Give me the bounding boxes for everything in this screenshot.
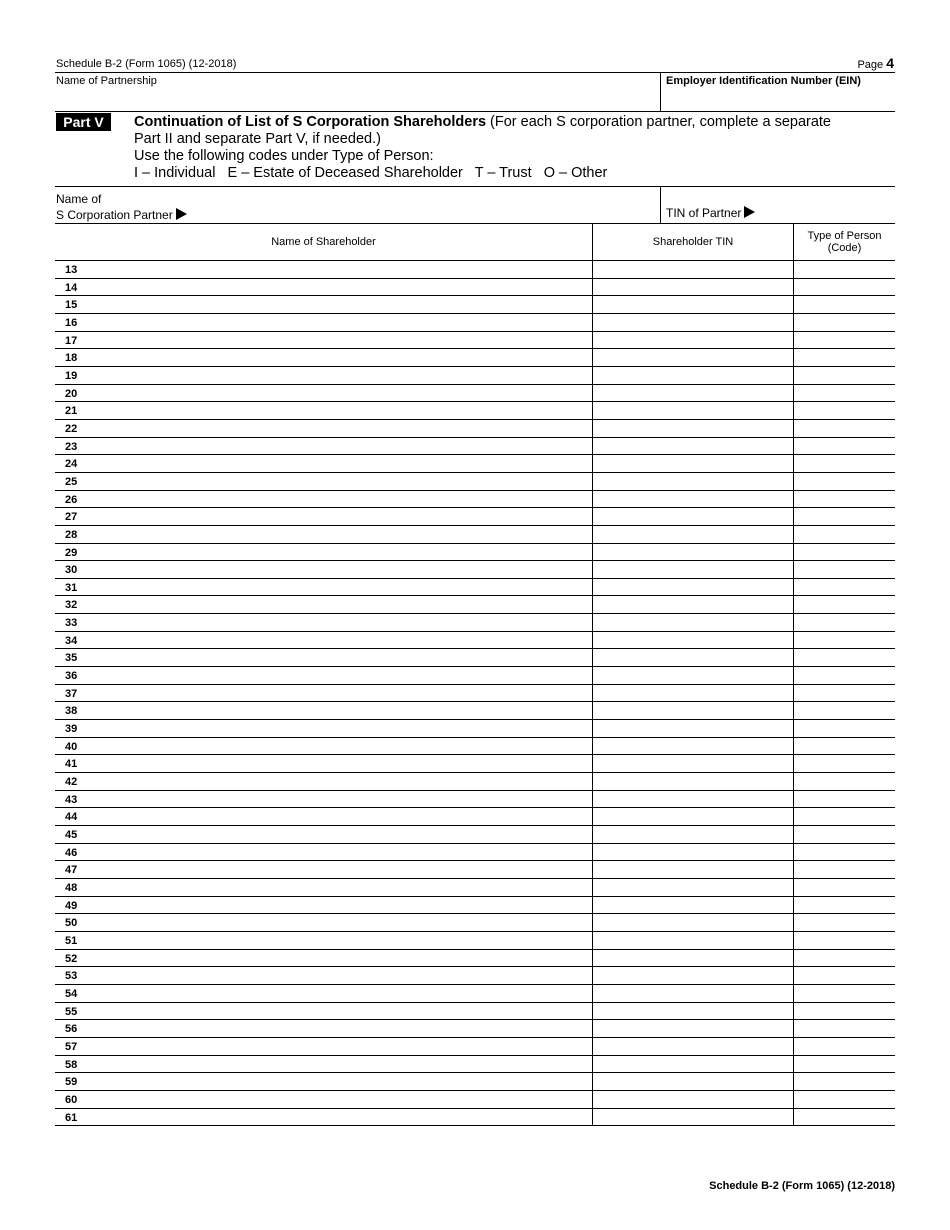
type-of-person-cell[interactable]: [794, 844, 895, 861]
type-of-person-cell[interactable]: [794, 632, 895, 649]
row-number: 59: [65, 1076, 78, 1089]
shareholder-name-cell[interactable]: [55, 296, 592, 313]
shareholder-tin-cell[interactable]: [593, 561, 793, 578]
table-row: [55, 667, 895, 685]
shareholder-name-cell[interactable]: [55, 1073, 592, 1090]
type-of-person-cell[interactable]: [794, 1109, 895, 1126]
shareholder-name-cell[interactable]: [55, 950, 592, 967]
shareholder-tin-cell[interactable]: [593, 897, 793, 914]
field-divider: [660, 73, 661, 111]
table-row: [55, 614, 895, 632]
type-of-person-cell[interactable]: [794, 296, 895, 313]
shareholder-name-cell[interactable]: [55, 1020, 592, 1037]
row-number: 53: [65, 970, 78, 983]
shareholder-tin-cell[interactable]: [593, 861, 793, 878]
shareholder-tin-cell[interactable]: [593, 649, 793, 666]
row-number: 50: [65, 917, 78, 930]
type-of-person-cell[interactable]: [794, 702, 895, 719]
page-number: 4: [886, 55, 894, 71]
type-of-person-cell[interactable]: [794, 526, 895, 543]
shareholder-name-cell[interactable]: [55, 791, 592, 808]
table-row: [55, 332, 895, 350]
table-row: [55, 861, 895, 879]
row-number: 37: [65, 687, 78, 700]
row-number: 49: [65, 899, 78, 912]
shareholder-name-cell[interactable]: [55, 932, 592, 949]
type-of-person-cell[interactable]: [794, 791, 895, 808]
table-row: [55, 985, 895, 1003]
row-number: 26: [65, 493, 78, 506]
page-number-label: [857, 55, 894, 71]
shareholder-name-cell[interactable]: [55, 667, 592, 684]
shareholder-name-cell[interactable]: [55, 473, 592, 490]
shareholder-tin-cell[interactable]: [593, 1003, 793, 1020]
shareholder-tin-cell[interactable]: [593, 773, 793, 790]
shareholder-name-cell[interactable]: [55, 261, 592, 278]
type-of-person-cell[interactable]: [794, 544, 895, 561]
table-row: [55, 826, 895, 844]
table-row: [55, 702, 895, 720]
type-of-person-cell[interactable]: [794, 1056, 895, 1073]
table-row: [55, 897, 895, 915]
type-of-person-cell[interactable]: [794, 738, 895, 755]
shareholder-name-cell[interactable]: [55, 808, 592, 825]
shareholder-tin-cell[interactable]: [593, 914, 793, 931]
shareholder-name-cell[interactable]: [55, 879, 592, 896]
part-line-3: Use the following codes under Type of Person:: [134, 148, 434, 164]
shareholder-name-cell[interactable]: [55, 897, 592, 914]
type-of-person-cell[interactable]: [794, 897, 895, 914]
row-number: 51: [65, 934, 78, 947]
row-number: 38: [65, 705, 78, 718]
type-of-person-cell[interactable]: [794, 402, 895, 419]
table-row: [55, 579, 895, 597]
row-number: 61: [65, 1111, 78, 1124]
table-row: [55, 402, 895, 420]
shareholder-tin-cell[interactable]: [593, 614, 793, 631]
shareholder-tin-cell[interactable]: [593, 367, 793, 384]
type-of-person-cell[interactable]: [794, 667, 895, 684]
type-of-person-cell[interactable]: [794, 579, 895, 596]
type-of-person-cell[interactable]: [794, 685, 895, 702]
table-row: [55, 508, 895, 526]
partnership-name-label: Name of Partnership: [56, 75, 157, 87]
row-number: 60: [65, 1093, 78, 1106]
s-corp-name-label: [56, 191, 187, 223]
part-title: Continuation of List of S Corporation Shareholders: [134, 114, 487, 130]
shareholder-tin-cell[interactable]: [593, 755, 793, 772]
table-row: [55, 773, 895, 791]
shareholder-tin-cell[interactable]: [593, 632, 793, 649]
shareholder-tin-cell[interactable]: [593, 332, 793, 349]
shareholder-name-cell[interactable]: [55, 649, 592, 666]
row-number: 40: [65, 740, 78, 753]
tin-of-partner-text: TIN of Partner: [666, 206, 742, 220]
shareholder-name-cell[interactable]: [55, 526, 592, 543]
table-row: [55, 261, 895, 279]
row-number: 43: [65, 793, 78, 806]
type-of-person-cell[interactable]: [794, 932, 895, 949]
row-number: 56: [65, 1023, 78, 1036]
shareholder-tin-cell[interactable]: [593, 950, 793, 967]
row-number: 41: [65, 758, 78, 771]
table-row: [55, 349, 895, 367]
page-footer: Schedule B-2 (Form 1065) (12-2018): [709, 1180, 895, 1192]
type-of-person-cell[interactable]: [794, 491, 895, 508]
shareholder-name-cell[interactable]: [55, 1038, 592, 1055]
row-number: 28: [65, 528, 78, 541]
shareholder-name-cell[interactable]: [55, 420, 592, 437]
table-row: [55, 932, 895, 950]
type-of-person-cell[interactable]: [794, 508, 895, 525]
shareholder-name-cell[interactable]: [55, 314, 592, 331]
row-number: 18: [65, 352, 78, 365]
shareholder-name-cell[interactable]: [55, 720, 592, 737]
table-row: [55, 755, 895, 773]
s-corp-name-label-line1: Name of: [56, 192, 102, 206]
table-row: [55, 1003, 895, 1021]
row-number: 39: [65, 723, 78, 736]
row-number: 45: [65, 829, 78, 841]
shareholder-name-cell[interactable]: [55, 967, 592, 984]
shareholder-tin-cell[interactable]: [593, 438, 793, 455]
table-row: [55, 544, 895, 562]
shareholder-tin-cell[interactable]: [593, 491, 793, 508]
row-number: 13: [65, 264, 78, 276]
type-of-person-cell[interactable]: [794, 1091, 895, 1108]
type-of-person-cell[interactable]: [794, 985, 895, 1002]
shareholder-tin-cell[interactable]: [593, 526, 793, 543]
shareholder-tin-cell[interactable]: [593, 544, 793, 561]
column-header-name: Name of Shareholder: [271, 235, 376, 248]
table-row: [55, 385, 895, 403]
shareholder-tin-cell[interactable]: [593, 1073, 793, 1090]
shareholder-tin-cell[interactable]: [593, 1038, 793, 1055]
shareholder-name-cell[interactable]: [55, 914, 592, 931]
shareholder-tin-cell[interactable]: [593, 279, 793, 296]
part-title-line: [134, 114, 890, 131]
row-number: 29: [65, 546, 78, 559]
ein-label: Employer Identification Number (EIN): [666, 75, 861, 87]
table-body: [55, 261, 895, 1126]
shareholder-name-cell[interactable]: [55, 367, 592, 384]
shareholder-tin-cell[interactable]: [593, 685, 793, 702]
shareholder-name-cell[interactable]: [55, 508, 592, 525]
part-badge: Part V: [56, 113, 111, 131]
row-number: 30: [65, 564, 78, 577]
table-row: [55, 420, 895, 438]
row-number: 44: [65, 811, 78, 824]
shareholder-name-cell[interactable]: [55, 738, 592, 755]
table-row: [55, 279, 895, 297]
row-number: 33: [65, 617, 78, 630]
table-row: [55, 473, 895, 491]
row-number: 15: [65, 299, 78, 312]
type-of-person-cell[interactable]: [794, 1003, 895, 1020]
row-number: 14: [65, 281, 78, 294]
shareholder-tin-cell[interactable]: [593, 791, 793, 808]
type-of-person-cell[interactable]: [794, 879, 895, 896]
shareholder-tin-cell[interactable]: [593, 420, 793, 437]
shareholder-name-cell[interactable]: [55, 561, 592, 578]
shareholder-tin-cell[interactable]: [593, 702, 793, 719]
shareholder-name-cell[interactable]: [55, 332, 592, 349]
table-row: [55, 314, 895, 332]
row-number: 20: [65, 387, 78, 400]
table-row: [55, 1091, 895, 1109]
shareholder-tin-cell[interactable]: [593, 455, 793, 472]
shareholder-tin-cell[interactable]: [593, 508, 793, 525]
shareholder-name-cell[interactable]: [55, 844, 592, 861]
column-divider: [793, 223, 794, 1126]
table-row: [55, 649, 895, 667]
shareholder-tin-cell[interactable]: [593, 826, 793, 843]
type-of-person-cell[interactable]: [794, 385, 895, 402]
row-number: 46: [65, 846, 78, 859]
type-of-person-cell[interactable]: [794, 438, 895, 455]
shareholder-name-cell[interactable]: [55, 1056, 592, 1073]
type-of-person-cell[interactable]: [794, 420, 895, 437]
shareholder-tin-cell[interactable]: [593, 967, 793, 984]
shareholder-name-cell[interactable]: [55, 861, 592, 878]
column-divider: [592, 223, 593, 1126]
table-row: [55, 685, 895, 703]
row-number: 52: [65, 952, 78, 965]
row-number: 55: [65, 1005, 78, 1018]
type-of-person-cell[interactable]: [794, 808, 895, 825]
shareholder-tin-cell[interactable]: [593, 667, 793, 684]
row-number: 25: [65, 475, 78, 488]
partnership-info-box: [55, 73, 895, 112]
table-row: [55, 808, 895, 826]
shareholder-name-cell[interactable]: [55, 279, 592, 296]
type-of-person-cell[interactable]: [794, 773, 895, 790]
shareholder-tin-cell[interactable]: [593, 402, 793, 419]
shareholder-name-cell[interactable]: [55, 702, 592, 719]
shareholder-name-cell[interactable]: [55, 985, 592, 1002]
shareholder-name-cell[interactable]: [55, 826, 592, 843]
shareholder-name-cell[interactable]: [55, 614, 592, 631]
type-of-person-cell[interactable]: [794, 861, 895, 878]
shareholder-name-cell[interactable]: [55, 385, 592, 402]
row-number: 27: [65, 511, 78, 524]
type-of-person-cell[interactable]: [794, 314, 895, 331]
type-of-person-cell[interactable]: [794, 614, 895, 631]
shareholder-tin-cell[interactable]: [593, 985, 793, 1002]
shareholder-name-cell[interactable]: [55, 579, 592, 596]
shareholder-name-cell[interactable]: [55, 755, 592, 772]
shareholder-tin-cell[interactable]: [593, 385, 793, 402]
shareholder-tin-cell[interactable]: [593, 879, 793, 896]
arrow-right-icon: [176, 208, 187, 220]
part-line-2: Part II and separate Part V, if needed.): [134, 131, 381, 147]
shareholder-name-cell[interactable]: [55, 455, 592, 472]
table-row: [55, 1038, 895, 1056]
row-number: 22: [65, 422, 78, 435]
type-of-person-cell[interactable]: [794, 455, 895, 472]
row-number: 23: [65, 440, 78, 453]
shareholder-name-cell[interactable]: [55, 1091, 592, 1108]
part-title-rest: (For each S corporation partner, complete a separate: [486, 114, 831, 130]
shareholder-tin-cell[interactable]: [593, 844, 793, 861]
table-row: [55, 738, 895, 756]
table-row: [55, 367, 895, 385]
s-corporation-partner-box: [55, 186, 895, 224]
row-number: 17: [65, 334, 78, 347]
table-row: [55, 879, 895, 897]
shareholder-tin-cell[interactable]: [593, 579, 793, 596]
table-row: [55, 1109, 895, 1127]
type-of-person-cell[interactable]: [794, 1073, 895, 1090]
type-of-person-cell[interactable]: [794, 826, 895, 843]
shareholder-name-cell[interactable]: [55, 402, 592, 419]
table-row: [55, 491, 895, 509]
form-identifier: Schedule B-2 (Form 1065) (12-2018): [56, 58, 237, 70]
shareholder-name-cell[interactable]: [55, 491, 592, 508]
shareholder-tin-cell[interactable]: [593, 738, 793, 755]
column-header-type: [794, 223, 895, 260]
shareholder-tin-cell[interactable]: [593, 1020, 793, 1037]
table-row: [55, 561, 895, 579]
type-of-person-cell[interactable]: [794, 367, 895, 384]
tin-of-partner-label: [666, 206, 755, 220]
part-instructions: [134, 114, 890, 182]
shareholder-tin-cell[interactable]: [593, 808, 793, 825]
row-number: 36: [65, 670, 78, 683]
type-of-person-cell[interactable]: [794, 720, 895, 737]
table-row: [55, 844, 895, 862]
table-row: [55, 720, 895, 738]
shareholder-name-cell[interactable]: [55, 685, 592, 702]
shareholder-name-cell[interactable]: [55, 1003, 592, 1020]
field-divider: [660, 187, 661, 223]
shareholder-table: [55, 223, 895, 1126]
type-of-person-cell[interactable]: [794, 473, 895, 490]
type-of-person-cell[interactable]: [794, 279, 895, 296]
table-row: [55, 1020, 895, 1038]
shareholder-name-cell[interactable]: [55, 544, 592, 561]
type-of-person-cell[interactable]: [794, 561, 895, 578]
s-corp-name-label-line2: S Corporation Partner: [56, 208, 173, 222]
type-of-person-cell[interactable]: [794, 332, 895, 349]
page-label: Page: [857, 59, 884, 71]
type-of-person-cell[interactable]: [794, 349, 895, 366]
row-number: 42: [65, 776, 78, 789]
table-row: [55, 455, 895, 473]
row-number: 32: [65, 599, 78, 612]
table-row: [55, 632, 895, 650]
type-of-person-cell[interactable]: [794, 261, 895, 278]
shareholder-tin-cell[interactable]: [593, 1091, 793, 1108]
row-number: 35: [65, 652, 78, 665]
row-number: 24: [65, 458, 78, 471]
table-row: [55, 596, 895, 614]
shareholder-tin-cell[interactable]: [593, 1056, 793, 1073]
table-row: [55, 296, 895, 314]
column-header-type-line1: Type of Person: [807, 229, 882, 242]
table-header: [55, 223, 895, 261]
arrow-right-icon: [744, 206, 755, 218]
table-row: [55, 791, 895, 809]
shareholder-tin-cell[interactable]: [593, 1109, 793, 1126]
shareholder-name-cell[interactable]: [55, 596, 592, 613]
type-codes-line: I – Individual E – Estate of Deceased Shareholder T – Trust O – Other: [134, 165, 608, 181]
type-of-person-cell[interactable]: [794, 914, 895, 931]
type-of-person-cell[interactable]: [794, 596, 895, 613]
column-header-tin: Shareholder TIN: [652, 235, 734, 248]
shareholder-tin-cell[interactable]: [593, 261, 793, 278]
table-row: [55, 950, 895, 968]
shareholder-name-cell[interactable]: [55, 632, 592, 649]
row-number: 54: [65, 987, 78, 1000]
type-of-person-cell[interactable]: [794, 950, 895, 967]
row-number: 16: [65, 316, 78, 329]
row-number: 34: [65, 634, 78, 647]
column-header-type-line2: (Code): [827, 241, 862, 254]
table-row: [55, 526, 895, 544]
type-of-person-cell[interactable]: [794, 1020, 895, 1037]
type-of-person-cell[interactable]: [794, 755, 895, 772]
row-number: 21: [65, 405, 78, 418]
shareholder-tin-cell[interactable]: [593, 932, 793, 949]
shareholder-tin-cell[interactable]: [593, 349, 793, 366]
row-number: 57: [65, 1040, 78, 1053]
shareholder-name-cell[interactable]: [55, 438, 592, 455]
shareholder-name-cell[interactable]: [55, 1109, 592, 1126]
type-of-person-cell[interactable]: [794, 1038, 895, 1055]
shareholder-name-cell[interactable]: [55, 349, 592, 366]
row-number: 19: [65, 369, 78, 382]
row-number: 58: [65, 1058, 78, 1071]
shareholder-tin-cell[interactable]: [593, 314, 793, 331]
type-of-person-cell[interactable]: [794, 967, 895, 984]
table-row: [55, 914, 895, 932]
shareholder-tin-cell[interactable]: [593, 473, 793, 490]
page-header: [55, 54, 895, 72]
table-row: [55, 1056, 895, 1074]
table-row: [55, 1073, 895, 1091]
row-number: 31: [65, 581, 78, 594]
type-of-person-cell[interactable]: [794, 649, 895, 666]
row-number: 47: [65, 864, 78, 877]
shareholder-tin-cell[interactable]: [593, 720, 793, 737]
table-row: [55, 967, 895, 985]
row-number: 48: [65, 881, 78, 894]
shareholder-tin-cell[interactable]: [593, 296, 793, 313]
shareholder-tin-cell[interactable]: [593, 596, 793, 613]
table-row: [55, 438, 895, 456]
shareholder-name-cell[interactable]: [55, 773, 592, 790]
